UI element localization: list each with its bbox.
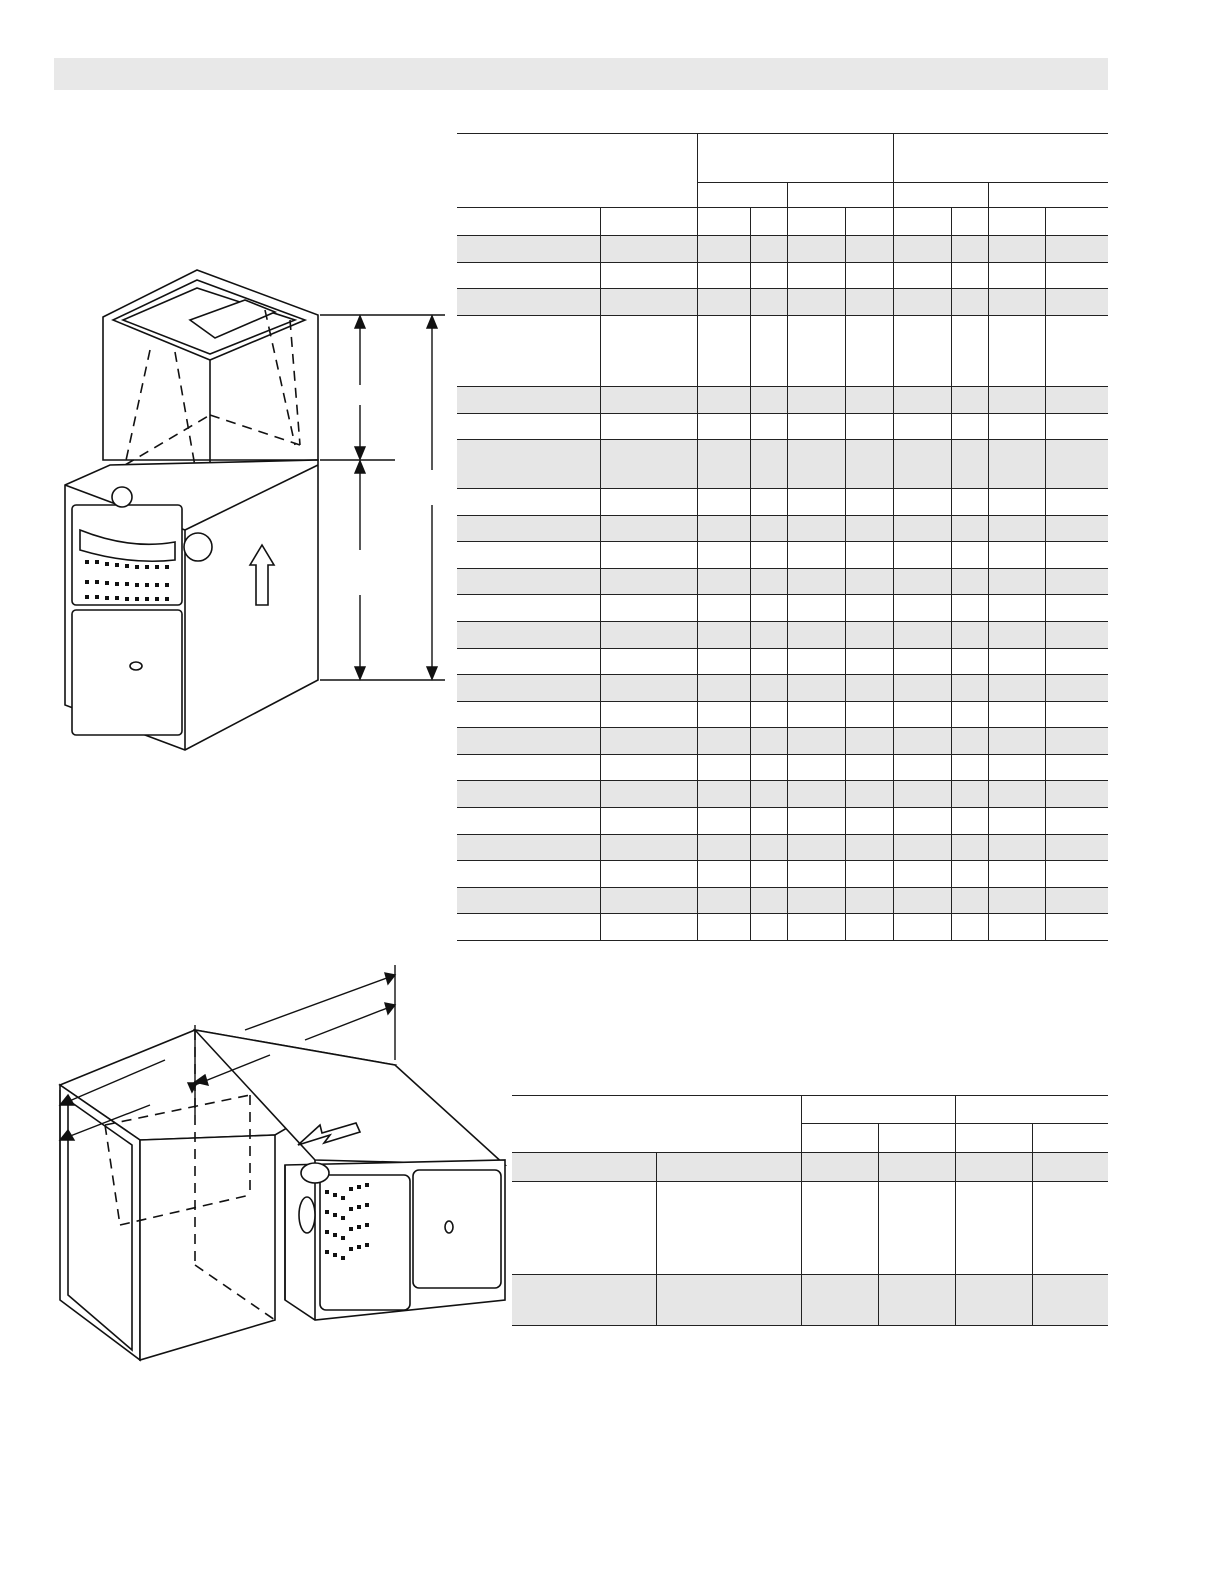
table-row [457, 236, 1108, 263]
section-header-bar [54, 58, 1108, 90]
table-row [457, 489, 1108, 516]
table-header-row [512, 1096, 1108, 1124]
table-row [457, 675, 1108, 702]
table-row [512, 1275, 1108, 1326]
table-column-header-row [512, 1153, 1108, 1182]
table-row [457, 413, 1108, 440]
table-row [457, 289, 1108, 316]
table-row [457, 621, 1108, 648]
table-subheader-row [457, 182, 1108, 208]
table-row [457, 262, 1108, 289]
table-row [457, 808, 1108, 835]
table-row [457, 440, 1108, 489]
table-row [512, 1182, 1108, 1275]
table-row [457, 861, 1108, 888]
table-header-row [457, 134, 1108, 183]
table-row [457, 648, 1108, 675]
table-row [457, 515, 1108, 542]
table-row [457, 542, 1108, 569]
horizontal-furnace-illustration [40, 965, 520, 1365]
table-row [457, 701, 1108, 728]
table-row [457, 887, 1108, 914]
table-row [457, 387, 1108, 414]
horizontal-dimensions-table [512, 1095, 1108, 1325]
table-row [457, 568, 1108, 595]
table-row [457, 834, 1108, 861]
table-row [457, 754, 1108, 781]
upflow-furnace-illustration [50, 260, 450, 760]
table-row [457, 728, 1108, 755]
table-row [457, 315, 1108, 386]
table-column-header-row [457, 208, 1108, 236]
table-subheader-row [512, 1124, 1108, 1153]
table-row [457, 781, 1108, 808]
table-row [457, 595, 1108, 622]
table-row [457, 914, 1108, 941]
upflow-dimensions-table [457, 133, 1108, 941]
